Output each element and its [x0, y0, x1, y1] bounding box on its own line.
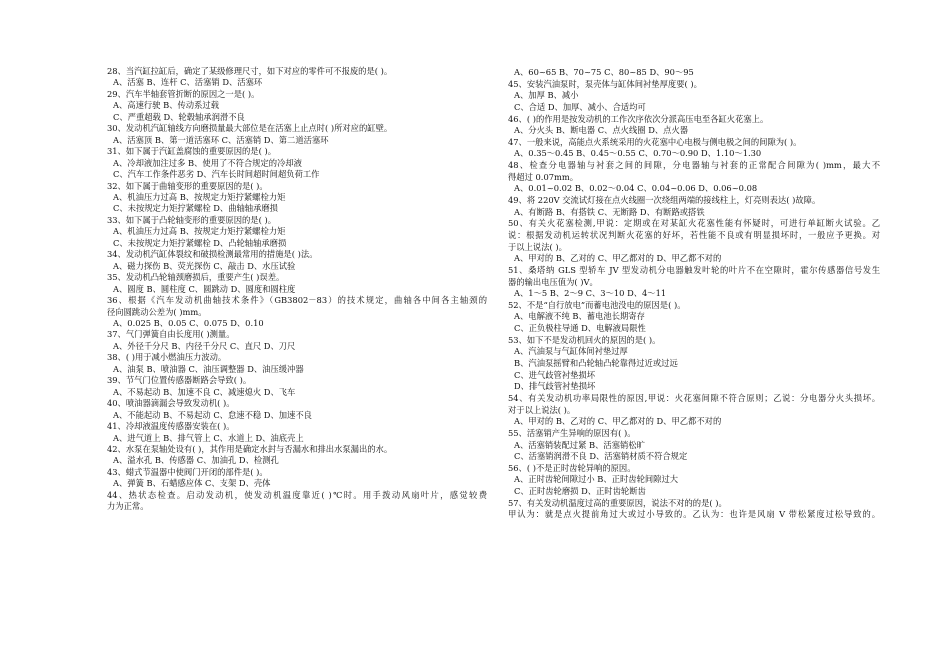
- answer-options-line: A、机油压力过高 B、按规定力矩拧紧螺栓力矩: [113, 191, 286, 202]
- answer-options-line: A、0.35～0.45 B、0.45～0.55 C、0.70～0.90 D、1.10～1.30: [514, 148, 762, 159]
- question-text-line: 46、( )的作用是按发动机的工作次序依次分派高压电至各缸火花塞上。: [508, 113, 769, 124]
- question-text-line: 31、如下属于汽缸盖腐蚀的重要原因的是( )。: [107, 146, 277, 157]
- question-text-line: 35、发动机凸轮轴颈磨损后，重要产生( )误差。: [107, 272, 285, 283]
- answer-options-line: A、进气道上 B、排气管上 C、水道上 D、油底壳上: [113, 432, 304, 443]
- question-text-line: 29、汽车半轴套管折断的原因之一是( )。: [107, 88, 260, 99]
- question-text-line: 53、如下不是发动机回火的原因的是( )。: [508, 334, 661, 345]
- answer-options-line: A、油泵 B、喷油器 C、油压调整器 D、油压缓冲器: [113, 363, 304, 374]
- question-text-line: 40、喷油器滴漏会导致发动机( )。: [107, 398, 235, 409]
- question-text-line: 45、安装汽油泵时，泵壳体与缸体间衬垫厚度要( )。: [508, 78, 702, 89]
- question-text-line: 42、水泵在泵轴处设有( )，其作用是确定水封与否漏水和排出水泵漏出的水。: [107, 443, 393, 454]
- question-text-line: 甲认为：就是点火提前角过大或过小导致的。乙认为：也许是风扇 V 带松紧度过松导致的。: [508, 509, 880, 520]
- question-text-line: 32、如下属于曲轴变形的重要原因的是( )。: [107, 180, 268, 191]
- question-text-line: 说：根据发动机运转状况判断火花塞的好坏，若性能不良或有明显损坏时，一般应予更换。对: [508, 229, 880, 240]
- answer-options-line: A、正时齿轮间隙过小 B、正时齿轮间隙过大: [514, 474, 679, 485]
- question-text-line: 34、发动机汽缸体裂纹和破损检测最常用的措施是( )法。: [107, 249, 318, 260]
- question-text-line: 对于以上说法( )。: [508, 404, 576, 415]
- answer-options-line: A、弹簧 B、石蜡感应体 C、支架 D、壳体: [113, 478, 271, 489]
- answer-options-line: C、严重超载 D、轮毂轴承润滑不良: [113, 111, 245, 122]
- answer-options-line: C、未按规定力矩拧紧螺栓 D、曲轴轴承磨损: [113, 203, 278, 214]
- question-text-line: 力为正常。: [107, 501, 149, 512]
- question-text-line: 得超过 0.07mm。: [508, 171, 579, 182]
- answer-options-line: A、0.01~0.02 B、0.02～0.04 C、0.04~0.06 D、0.06~0.08: [514, 183, 758, 194]
- answer-options-line: C、未按规定力矩拧紧螺栓 D、凸轮轴轴承磨损: [113, 237, 287, 248]
- question-text-line: 49、将 220V 交流试灯接在点火线圈一次绕组两端的接线柱上，灯亮则表达( )故障。: [508, 195, 821, 206]
- answer-options-line: A、圆度 B、圆柱度 C、圆跳动 D、圆度和圆柱度: [113, 283, 296, 294]
- answer-options-line: A、外径千分尺 B、内径千分尺 C、直尺 D、刀尺: [113, 340, 296, 351]
- question-text-line: 37、气门弹簧自由长度用( )测量。: [107, 329, 235, 340]
- answer-options-line: C、正时齿轮磨损 D、正时齿轮断齿: [514, 486, 646, 497]
- answer-options-line: A、甲对的 B、乙对的 C、甲乙都对的 D、甲乙都不对的: [514, 416, 722, 427]
- question-text-line: 30、发动机汽缸轴线方向磨损量最大部位是在活塞上止点时( )所对应的缸壁。: [107, 123, 393, 134]
- answer-options-line: A、不能起动 B、不易起动 C、怠速不稳 D、加速不良: [113, 409, 312, 420]
- answer-options-line: A、活塞 B、连杆 C、活塞销 D、活塞环: [113, 77, 263, 88]
- answer-options-line: A、分火头 B、断电器 C、点火线圈 D、点火器: [514, 125, 689, 136]
- answer-options-line: C、汽车工作条件恶劣 D、汽车长时间超时间超负荷工作: [113, 169, 320, 180]
- question-text-line: 器的输出电压值为( )V。: [508, 276, 598, 287]
- answer-options-line: A、加厚 B、减小: [514, 90, 579, 101]
- answer-options-line: A、有断路 B、有搭铁 C、无断路 D、有断路或搭铁: [514, 206, 705, 217]
- question-text-line: 51、桑塔纳 GLS 型轿车 JV 型发动机分电器触发叶轮的叶片不在空隙时，霍尔传感器信号发生: [508, 264, 880, 275]
- answer-options-line: A、活塞销装配过紧 B、活塞销松旷: [514, 439, 645, 450]
- answer-options-line: C、进气歧管衬垫损坏: [514, 369, 596, 380]
- answer-options-line: A、不易起动 B、加速不良 C、减速熄火 D、飞车: [113, 386, 296, 397]
- answer-options-line: A、机油压力过高 B、按规定力矩拧紧螺栓力矩: [113, 226, 286, 237]
- question-text-line: 56、( )不是正时齿轮异响的原因。: [508, 462, 636, 473]
- question-text-line: 54、有关发动机功率局限性的原因,甲说：火花塞间隙不符合原则；乙说：分电器分火头损坏。: [508, 392, 880, 403]
- question-text-line: 36、根据《汽车发动机曲轴技术条件》（GB3802－83）的技术规定，曲轴各中间各主轴颈的: [107, 295, 487, 306]
- question-text-line: 于以上说法( )。: [508, 241, 567, 252]
- question-text-line: 50、有关火花塞检测,甲说：定期或在对某缸火花塞性能有怀疑时，可进行单缸断火试验。乙: [508, 218, 880, 229]
- answer-options-line: C、正负极柱导通 D、电解液局限性: [514, 323, 646, 334]
- question-text-line: 38、( )用于减小燃油压力波动。: [107, 352, 227, 363]
- question-text-line: 47、一般来说，高能点火系统采用的火花塞中心电极与侧电极之间的间隙为( )。: [508, 136, 802, 147]
- answer-options-line: C、活塞销润滑不良 D、活塞销材质不符合规定: [514, 451, 688, 462]
- question-text-line: 44、热状态检查。启动发动机，使发动机温度靠近( )℃时。用手拨动风扇叶片，感觉较费: [107, 489, 487, 500]
- answer-options-line: A、甲对的 B、乙对的 C、甲乙都对的 D、甲乙都不对的: [514, 253, 722, 264]
- answer-options-line: C、合适 D、加厚、减小、合适均可: [514, 101, 646, 112]
- left-column: [107, 66, 487, 513]
- question-text-line: 52、不是“自行放电”而蓄电池没电的原因是( )。: [508, 299, 686, 310]
- question-text-line: 28、当汽缸拉缸后，确定了某级修理尺寸，如下对应的零件可不报废的是( )。: [107, 66, 393, 76]
- answer-options-line: A、0.025 B、0.05 C、0.075 D、0.10: [113, 317, 264, 328]
- question-text-line: 33、如下属于凸轮轴变形的重要原因的是( )。: [107, 214, 277, 225]
- question-text-line: 57、有关发动机温度过高的重要原因，说法不对的的是( )。: [508, 497, 727, 508]
- answer-options-line: A、活塞顶 B、第一道活塞环 C、活塞销 D、第二道活塞环: [113, 134, 329, 145]
- question-text-line: 43、蜡式节温器中使阀门开闭的部件是( )。: [107, 466, 268, 477]
- question-text-line: 41、冷却液温度传感器安装在( )。: [107, 421, 235, 432]
- answer-options-line: B、汽油泵摇臂和凸轮轴凸轮靠得过近或过远: [514, 358, 678, 369]
- answer-options-line: A、60~65 B、70~75 C、80~85 D、90～95: [514, 67, 694, 77]
- right-column: [508, 67, 880, 521]
- question-text-line: 48、检查分电器轴与衬套之间的间隙，分电器轴与衬套的正常配合间隙为( )mm，最大不: [508, 160, 880, 171]
- answer-options-line: A、溢水孔 B、传感器 C、加油孔 D、检测孔: [113, 455, 279, 466]
- question-text-line: 径向圆跳动公差为( )mm。: [107, 306, 207, 317]
- question-text-line: 39、节气门位置传感器断路会导致( )。: [107, 375, 252, 386]
- answer-options-line: A、汽油泵与气缸体间衬垫过厚: [514, 346, 628, 357]
- answer-options-line: A、1～5 B、2～9 C、3～10 D、4～11: [514, 288, 667, 299]
- answer-options-line: A、高速行驶 B、传动系过载: [113, 100, 219, 111]
- answer-options-line: A、冷却液加注过多 B、使用了不符合规定的冷却液: [113, 157, 302, 168]
- question-text-line: 55、活塞销产生异响的原因有( )。: [508, 427, 636, 438]
- answer-options-line: D、排气歧管衬垫损坏: [514, 381, 596, 392]
- answer-options-line: A、磁力探伤 B、荧光探伤 C、敲击 D、水压试验: [113, 260, 296, 271]
- answer-options-line: A、电解液不纯 B、蓄电池长期寄存: [514, 311, 645, 322]
